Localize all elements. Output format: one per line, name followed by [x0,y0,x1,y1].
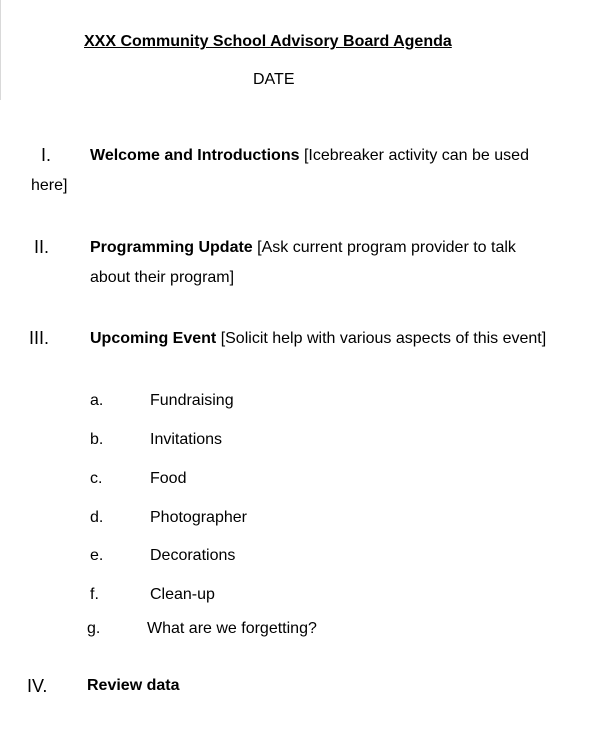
agenda-title: XXX Community School Advisory Board Agenda [84,33,452,50]
item-heading: Upcoming Event [90,330,217,347]
subitem-fundraising: Fundraising [150,392,234,409]
subitem-letter: a. [90,392,104,409]
agenda-item-programming [90,239,516,257]
subitem-letter: f. [90,586,99,603]
item-numeral: I. [41,145,52,165]
subitem-decorations: Decorations [150,547,236,564]
item-numeral: II. [34,237,50,257]
subitem-letter: e. [90,547,104,564]
item-numeral: III. [29,328,50,348]
subitem-what-forgetting: What are we forgetting? [147,620,317,637]
item-note-continued: here] [31,177,68,194]
item-heading: Welcome and Introductions [90,147,300,164]
item-note-continued: about their program] [90,269,235,286]
agenda-date: DATE [253,71,295,88]
subitem-clean-up: Clean-up [150,586,215,603]
item-heading: Programming Update [90,239,253,256]
agenda-item-review-data: Review data [87,677,180,694]
item-note: [Icebreaker activity can be used [303,147,529,164]
agenda-item-upcoming-event [90,330,546,348]
subitem-invitations: Invitations [150,431,223,448]
item-note: [Ask current program provider to talk [257,239,516,256]
agenda-item-welcome [90,147,529,165]
subitem-food: Food [150,470,187,487]
subitem-letter: b. [90,431,104,448]
subitem-photographer: Photographer [150,509,247,526]
item-note: [Solicit help with various aspects of this event] [220,330,547,347]
subitem-letter: d. [90,509,104,526]
subitem-letter: g. [87,620,101,637]
page-edge-divider [0,0,1,100]
item-numeral: IV. [27,676,48,696]
subitem-letter: c. [90,470,103,487]
